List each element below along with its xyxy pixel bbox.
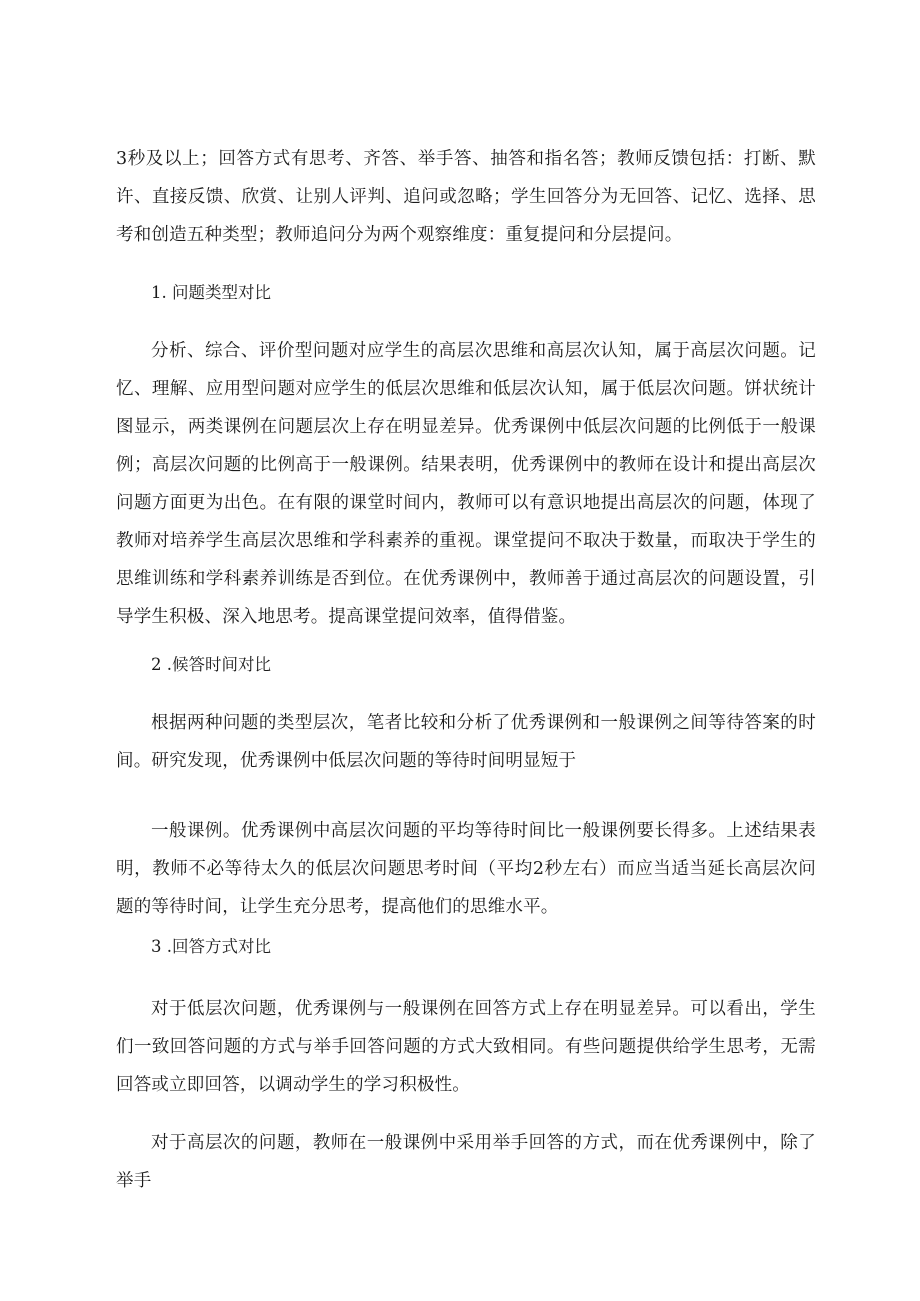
paragraph-wait-time-results: 一般课例。优秀课例中高层次问题的平均等待时间比一般课例要长得多。上述结果表明，教师不必等待太久的低层次问题思考时间（平均2秒左右）而应当适当延长高层次问题的等待时间，让学生充分思考，提高他们的思维水平。: [116, 821, 816, 917]
section-heading-answer-method: 3 .回答方式对比: [151, 937, 271, 956]
paragraph-observation-dimensions: 3秒及以上；回答方式有思考、齐答、举手答、抽答和指名答；教师反馈包括：打断、默许、直接反馈、欣赏、让别人评判、追问或忽略；学生回答分为无回答、记忆、选择、思考和创造五种类型；教师追问分为两个观察维度：重复提问和分层提问。: [116, 149, 816, 245]
section-heading-question-type: 1. 问题类型对比: [151, 283, 271, 302]
paragraph-question-type-comparison: 分析、综合、评价型问题对应学生的高层次思维和高层次认知，属于高层次问题。记忆、理解、应用型问题对应学生的低层次思维和低层次认知，属于低层次问题。饼状统计图显示，两类课例在问题层次上存在明显差异。优秀课例中低层次问题的比例低于一般课例；高层次问题的比例高于一般课例。结果表明，优秀课例中的教师在设计和提出高层次问题方面更为出色。在有限的课堂时间内，教师可以有意识地提出高层次的问题，体现了教师对培养学生高层次思维和学科素养的重视。课堂提问不取决于数量，而取决于学生的思维训练和学科素养训练是否到位。在优秀课例中，教师善于通过高层次的问题设置，引导学生积极、深入地思考。提高课堂提问效率，值得借鉴。: [116, 341, 816, 627]
paragraph-wait-time-comparison: 根据两种问题的类型层次，笔者比较和分析了优秀课例和一般课例之间等待答案的时间。研究发现，优秀课例中低层次问题的等待时间明显短于: [116, 713, 816, 771]
paragraph-answer-method-low-level: 对于低层次问题，优秀课例与一般课例在回答方式上存在明显差异。可以看出，学生们一致回答问题的方式与举手回答问题的方式大致相同。有些问题提供给学生思考，无需回答或立即回答，以调动学生的学习积极性。: [116, 999, 816, 1095]
paragraph-answer-method-high-level: 对于高层次的问题，教师在一般课例中采用举手回答的方式，而在优秀课例中，除了举手: [116, 1133, 816, 1191]
section-heading-wait-time: 2 .候答时间对比: [151, 655, 271, 674]
